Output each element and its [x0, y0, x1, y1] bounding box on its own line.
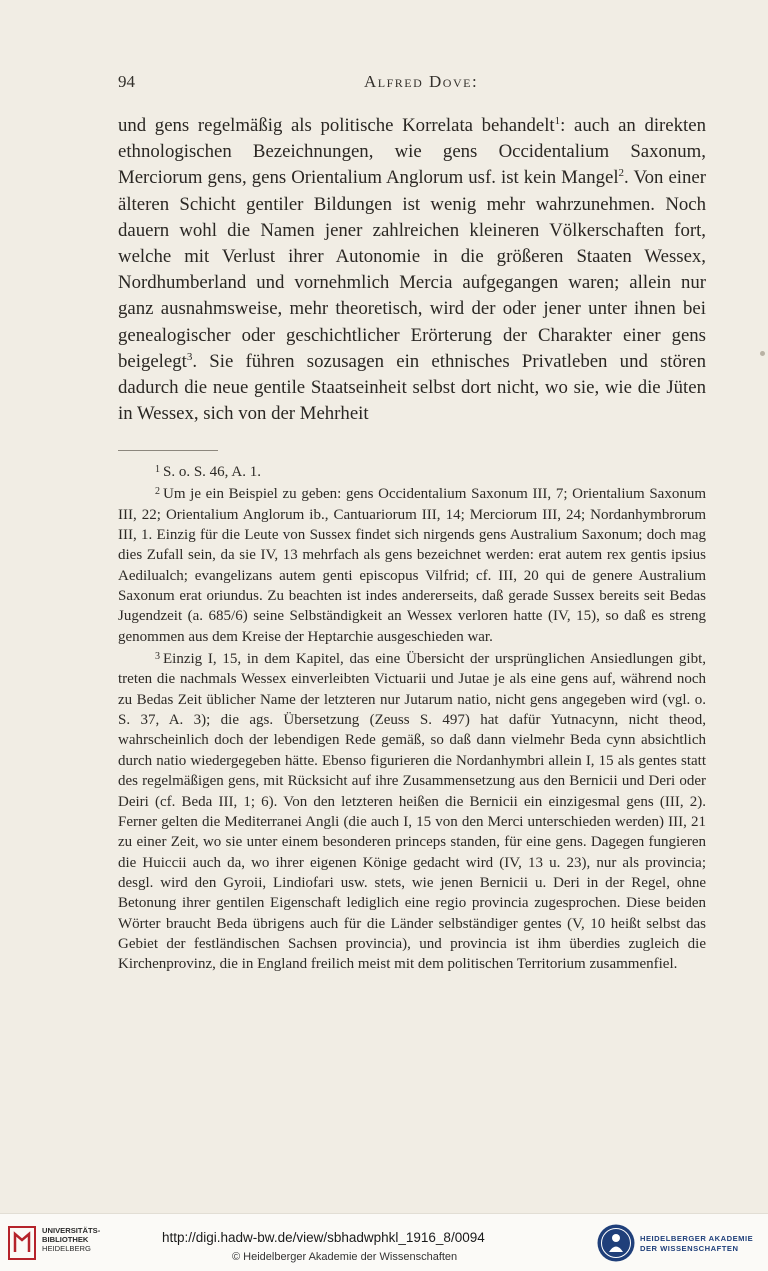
footnote-2 — [118, 482, 706, 647]
university-library-logo[interactable] — [8, 1226, 148, 1262]
university-library-emblem-icon — [8, 1226, 36, 1260]
academy-logo[interactable] — [596, 1222, 766, 1266]
footnote-ref-3[interactable]: 3 — [186, 350, 193, 363]
footnote-ref-1[interactable]: 1 — [554, 115, 561, 127]
university-library-wordmark — [42, 1226, 100, 1253]
page-number: 94 — [118, 72, 135, 91]
footnote-1 — [118, 460, 706, 482]
body-paragraph — [118, 113, 706, 427]
footnote-ref-2[interactable]: 2 — [618, 167, 625, 180]
academy-wordmark — [640, 1234, 753, 1254]
body-text-part-1: und gens regelmäßig als politische Korrelata behandelt — [118, 115, 555, 136]
academy-logo-line1: HEIDELBERGER AKADEMIE — [640, 1234, 754, 1243]
footnote-3 — [118, 647, 706, 975]
page-header — [118, 72, 708, 94]
body-text-part-3: . Von einer älteren Schicht gentiler Bildungen ist wenig mehr wahrzunehmen. Noch dauern wohl die Namen jener zahlreichen kleineren Völkerschaften fort, welche mit Verlust ihrer Autonomie in die größeren Staaten Wessex, Nordhumberland und vornehmlich Mercia aufgegangen waren; allein nur ganz ausnahmsweise, mehr theoretisch, wird der oder jener unter ihnen bei genealogischer oder geschichtlicher Erörterung der Charakter einer gens beigelegt — [118, 167, 706, 372]
footnote-marker: 2 — [155, 486, 160, 498]
ub-logo-line2: BIBLIOTHEK — [42, 1235, 89, 1244]
footnote-text: S. o. S. 46, A. 1. — [163, 464, 261, 480]
margin-speck — [760, 351, 765, 356]
footnotes — [118, 460, 706, 975]
body-text-part-2: : auch an direkten ethnologischen Bezeichnungen, wie gens Occidentalium Saxonum, Merciorum gens, gens Orientalium Anglorum usf. ist kein Mangel — [118, 115, 706, 189]
viewer-footer — [0, 1213, 768, 1271]
footnote-text: Um je ein Beispiel zu geben: gens Occidentalium Saxonum III, 7; Orientalium Saxonum III, 22; Orientalium Anglorum ib., Cantuariorum III, 14; Merciorum III, 24; Nordanhymbrorum III, 1. Einzig für die Leute von Sussex findet sich nirgends gens Australium Saxonum; doch mag dies Zufall sein, da sie IV, 13 mehrfach als gens bezeichnet werden: erat autem rex gentis ipsius Aedilualch; evangelizans autem genti episcopus Vilfrid; cf. III, 20 qui de genere Australium Saxonum erat oriundus. Zu beachten ist indes andererseits, daß gerade Sussex bereits seit Bedas Jugendzeit (a. 685/6) seine Selbständigkeit an Wessex verloren hatte (IV, 15), so daß es streng genommen aus dem Kreise der Heptarchie ausgeschieden war. — [118, 486, 706, 645]
footnote-marker: 1 — [155, 464, 160, 475]
ub-logo-line3: HEIDELBERG — [42, 1244, 91, 1253]
running-title: Alfred Dove: — [364, 72, 479, 91]
academy-seal-icon — [596, 1223, 636, 1263]
ub-logo-line1: UNIVERSITÄTS- — [42, 1226, 101, 1235]
academy-logo-line2: DER WISSENSCHAFTEN — [640, 1244, 739, 1253]
footnote-divider — [118, 450, 218, 451]
body-text-part-4: . Sie führen sozusagen ein ethnisches Privatleben und stören dadurch die neue gentile Staatseinheit selbst dort nicht, wo sie, wie die Jüten in Wessex, sich von der Mehrheit — [118, 350, 706, 425]
permalink-url[interactable]: http://digi.hadw-bw.de/view/sbhadwphkl_1916_8/0094 — [162, 1230, 485, 1245]
footnote-text: Einzig I, 15, in dem Kapitel, das eine Übersicht der ursprünglichen Ansiedlungen gibt, treten die nachmals Wessex einverleibten Victuarii und Jutae je als eine gens auf, während noch zu Bedas Zeit üblicher Name der letzteren nur Jutarum natio, nicht gens angegeben wird (vgl. o. S. 37, A. 3); die ags. Übersetzung (Zeuss S. 497) hat dafür Yutnacynn, nicht theod, wahrscheinlich doch der lebendigen Rede gemäß, so daß dann vielmehr Beda cynn absichtlich durch natio wiedergegeben hätte. Ebenso figurieren die Nordanhymbri allein I, 15 als gentes statt des regelmäßigen gens, mit Rücksicht auf ihre Zusammensetzung aus den Bernicii und Deri oder Deiri (cf. Beda III, 1; 6). Von den letzteren heißen die Bernicii ein einzigesmal gens (III, 2). Ferner gelten die Mediterranei Angli (die auch I, 15 von den Merci unterschieden werden) III, 21 zu einer Zeit, wo sie unter einem besonderen princeps standen, für eine gens. Dagegen fungieren die Huiccii auch da, wo ihrer eigenen Könige gedacht wird (IV, 13 u. 23), nur als provincia; desgl. wird den Gyroii, Lindiofari usw. stets, wie jenen Bernicii u. Deri in der Regel, ohne Betonung ihrer gentilen Eigenschaft lediglich eine regio provincia zugesprochen. Diese beiden Wörter braucht Beda übrigens auch für die Länder selbständiger gentes (V, 10 heißt selbst das Gebiet der festländischen Sachsen provincia), und provincia ist ihm überdies zugleich die Kirchenprovinz, die in England freilich meist mit dem politischen Territorium zusammenfiel. — [118, 651, 706, 973]
main-text — [118, 113, 706, 427]
copyright-notice: © Heidelberger Akademie der Wissenschaften — [232, 1251, 458, 1263]
footnote-marker: 3 — [155, 651, 160, 663]
